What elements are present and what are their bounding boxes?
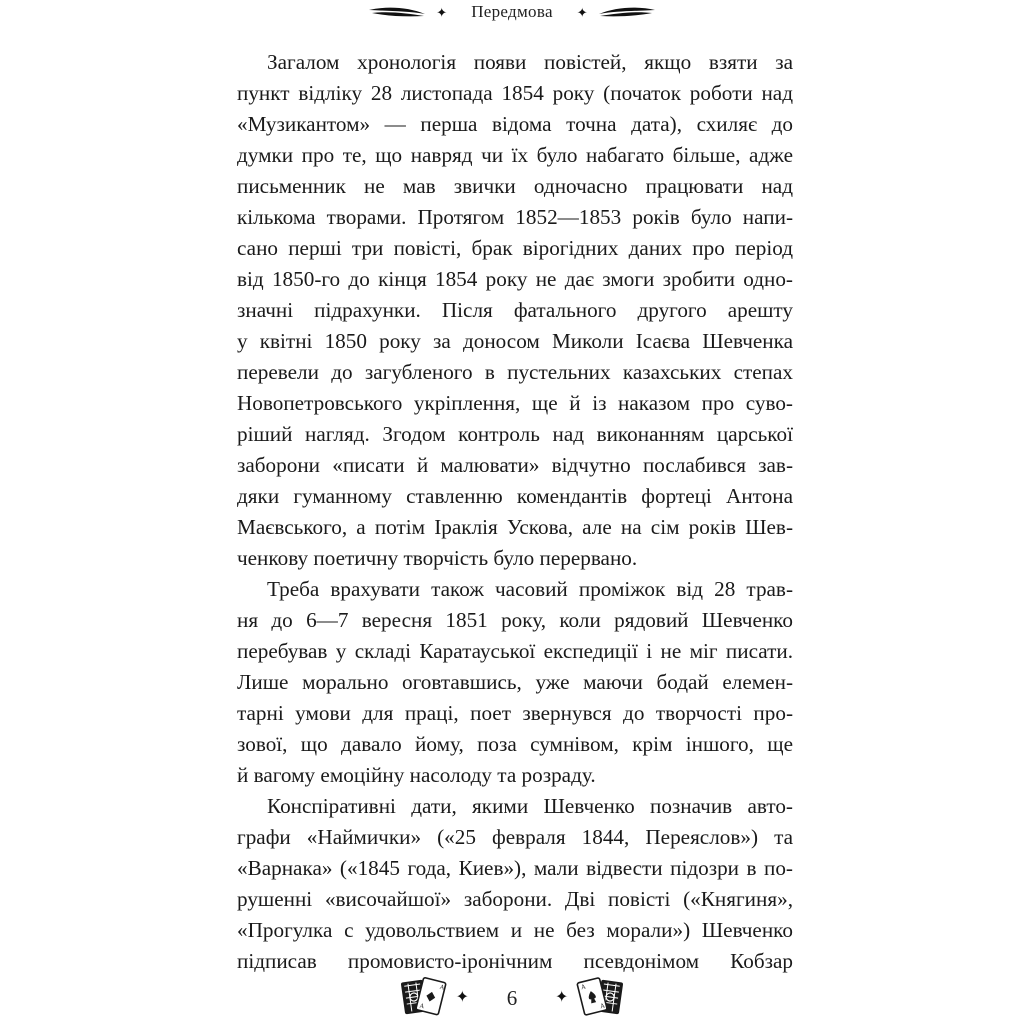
text-line: письменник не мав звички одночасно працювати над	[237, 174, 793, 198]
quill-flourish-icon	[368, 5, 426, 19]
playing-cards-icon	[400, 977, 448, 1019]
text-line: «Музикантом» — перша відома точна дата), схиляє до	[237, 112, 793, 136]
text-line: заборони «писати й малювати» відчутно послабився зав-	[237, 453, 793, 477]
text-line: рушенні «височайшої» заборони. Дві повісті («Княгиня»,	[237, 887, 793, 911]
paragraph	[237, 791, 793, 977]
text-line: Конспіративні дати, якими Шевченко позначив авто-	[267, 794, 793, 818]
page-number: 6	[506, 985, 518, 1010]
quill-flourish-icon	[598, 5, 656, 19]
star-separator-icon: ✦	[576, 4, 588, 20]
text-line: ріший нагляд. Згодом контроль над виконанням царської	[237, 422, 793, 446]
text-line: «Прогулка с удовольствием и не без морали») Шевченко	[237, 918, 793, 942]
text-line: ня до 6—7 вересня 1851 року, коли рядовий Шевченко	[237, 608, 793, 632]
text-line: підписав промовисто-іронічним псевдонімом Кобзар	[237, 949, 793, 973]
text-line: ченкову поетичну творчість було перервано.	[237, 546, 638, 570]
text-line: Треба врахувати також часовий проміжок від 28 трав-	[267, 577, 793, 601]
playing-cards-icon	[576, 977, 624, 1019]
text-line: кількома творами. Протягом 1852—1853 років було напи-	[237, 205, 793, 229]
text-line: пункт відліку 28 листопада 1854 року (початок роботи над	[237, 81, 793, 105]
text-line: у квітні 1850 року за доносом Миколи Ісаєва Шевченка	[237, 329, 793, 353]
svg-text:A: A	[438, 983, 445, 992]
body-text	[237, 47, 793, 977]
text-line: графи «Наймички» («25 февраля 1844, Переяслов») та	[237, 825, 793, 849]
text-line: значні підрахунки. Після фатального другого арешту	[237, 298, 793, 322]
svg-text:A: A	[580, 983, 587, 992]
text-line: Новопетровського укріплення, ще й із наказом про суво-	[237, 391, 793, 415]
text-line: перевели до загубленого в пустельних казахських степах	[237, 360, 793, 384]
star-separator-icon: ✦	[455, 989, 469, 1006]
text-line: й вагому емоційну насолоду та розраду.	[237, 763, 596, 787]
text-line: перебував у складі Каратауської експедиції і не міг писати.	[237, 639, 793, 663]
text-line: думки про те, що навряд чи їх було набагато більше, адже	[237, 143, 793, 167]
svg-text:A: A	[599, 1002, 606, 1011]
svg-text:A: A	[418, 1002, 425, 1011]
running-title: Передмова	[471, 2, 553, 21]
text-line: дяки гуманному ставленню комендантів фортеці Антона	[237, 484, 793, 508]
page-footer	[0, 976, 1024, 1020]
text-line: Маєвського, а потім Іраклія Ускова, але на сім років Шев-	[237, 515, 793, 539]
running-head	[0, 0, 1024, 24]
text-line: Загалом хронологія появи повістей, якщо взяти за	[267, 50, 793, 74]
text-line: зової, що давало йому, поза сумнівом, крім іншого, ще	[237, 732, 793, 756]
paragraph	[237, 574, 793, 791]
text-line: «Варнака» («1845 года, Киев»), мали відвести підозри в по-	[237, 856, 793, 880]
text-line: сано перші три повісті, брак вірогідних даних про період	[237, 236, 793, 260]
paragraph	[237, 47, 793, 574]
star-separator-icon: ✦	[436, 4, 448, 20]
text-line: від 1850-го до кінця 1854 року не дає змоги зробити одно-	[237, 267, 793, 291]
text-line: Лише морально оговтавшись, уже маючи бодай елемен-	[237, 670, 793, 694]
text-line: тарні умови для праці, поет звернувся до творчості про-	[237, 701, 793, 725]
star-separator-icon: ✦	[555, 989, 569, 1006]
